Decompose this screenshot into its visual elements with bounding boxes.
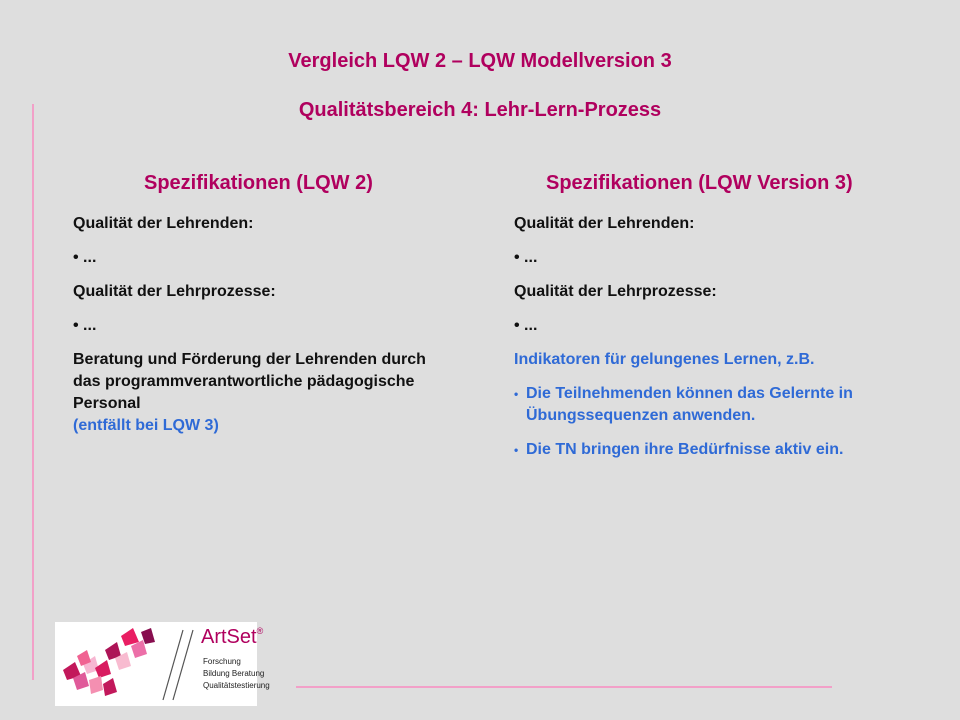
- logo-brand-text: ArtSet: [201, 626, 257, 648]
- indicator-item: [514, 383, 934, 427]
- logo-line-education: Bildung Beratung: [203, 669, 265, 678]
- bottom-horizontal-rule: [296, 686, 832, 688]
- artset-logo: [55, 622, 270, 706]
- left-column: [73, 172, 473, 449]
- right-indicators-label: Indikatoren für gelungenes Lernen, z.B.: [514, 351, 815, 368]
- bullet-glyph: •: [514, 443, 519, 457]
- left-advice-text: Beratung und Förderung der Lehrenden durch das programmverantwortliche pädagogische Personal: [73, 351, 426, 412]
- left-process-label: Qualität der Lehrprozesse:: [73, 283, 276, 300]
- right-process-label: Qualität der Lehrprozesse:: [514, 283, 717, 300]
- right-process-bullet: • ...: [514, 317, 538, 334]
- right-column-heading: Spezifikationen (LQW Version 3): [546, 172, 853, 194]
- logo-line-research: Forschung: [203, 657, 241, 666]
- logo-line-quality: Qualitätstestierung: [203, 681, 270, 690]
- logo-registered-mark: ®: [256, 626, 264, 636]
- left-teachers-label: Qualität der Lehrenden:: [73, 215, 254, 232]
- right-column: [514, 172, 934, 473]
- indicator-item: [514, 439, 934, 461]
- slide-subtitle: Qualitätsbereich 4: Lehr-Lern-Prozess: [298, 99, 662, 121]
- right-teachers-label: Qualität der Lehrenden:: [514, 215, 695, 232]
- indicator-text: Die TN bringen ihre Bedürfnisse aktiv ein.: [526, 441, 844, 458]
- indicator-text: Die Teilnehmenden können das Gelernte in Übungssequenzen anwenden.: [526, 385, 853, 424]
- left-column-heading: Spezifikationen (LQW 2): [144, 172, 373, 194]
- left-vertical-rule: [32, 104, 34, 680]
- right-teachers-bullet: • ...: [514, 249, 538, 266]
- slide-title: Vergleich LQW 2 – LQW Modellversion 3: [288, 50, 672, 72]
- bullet-glyph: •: [514, 387, 519, 401]
- left-dropped-note: (entfällt bei LQW 3): [73, 417, 219, 434]
- left-teachers-bullet: • ...: [73, 249, 97, 266]
- left-process-bullet: • ...: [73, 317, 97, 334]
